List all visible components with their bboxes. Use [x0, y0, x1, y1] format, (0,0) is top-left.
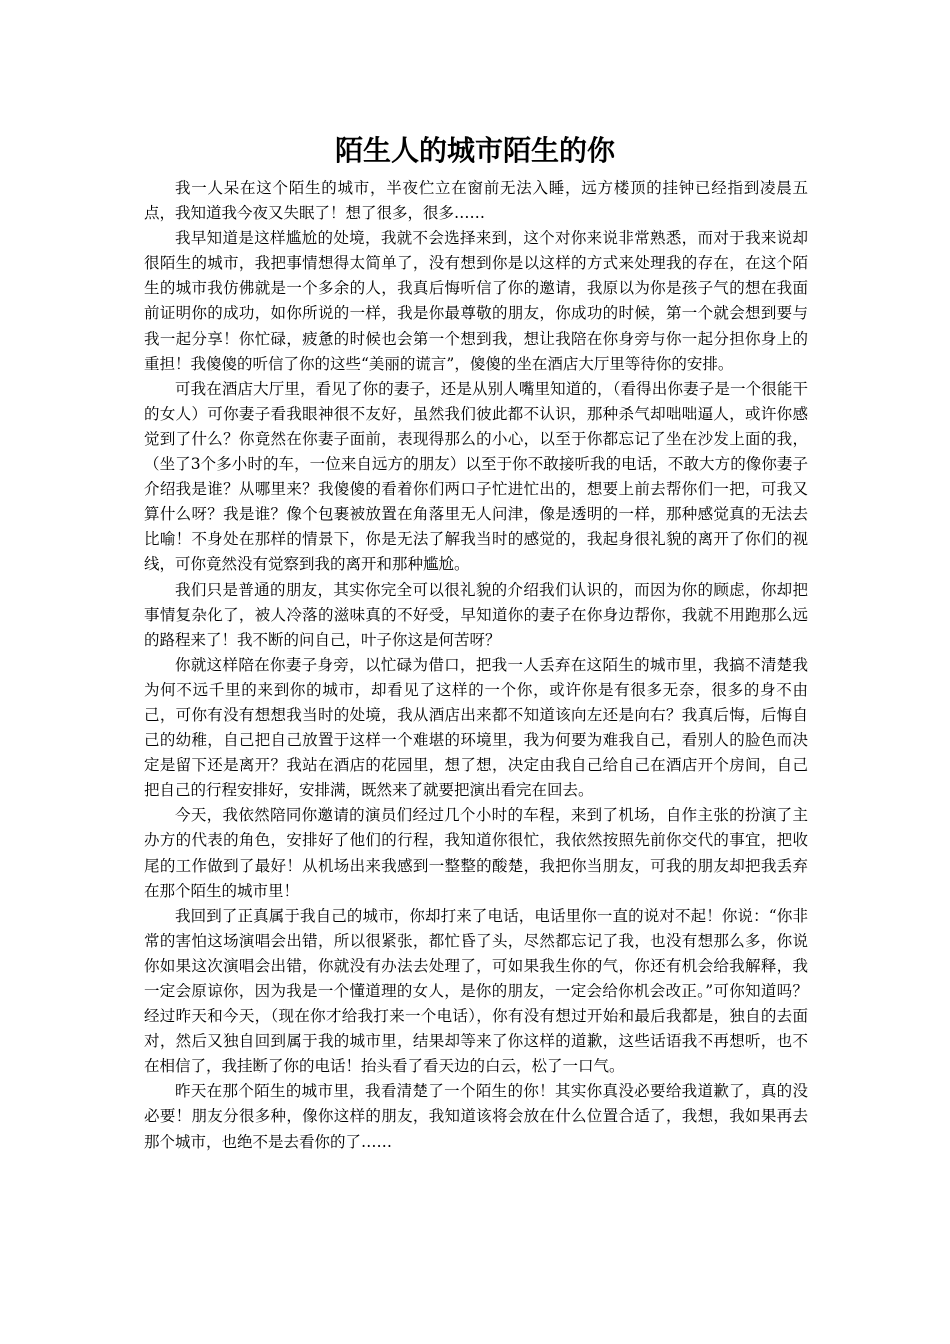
paragraph: 你就这样陪在你妻子身旁，以忙碌为借口，把我一人丢弃在这陌生的城市里，我搞不清楚我为何不远千里的来到你的城市，却看见了这样的一个你，或许你是有很多无奈，很多的身不由己，可你有没有想想我当时的处境，我从酒店出来都不知道该向左还是向右？我真后悔，后悔自己的幼稚，自己把自己放置于这样一个难堪的环境里，我为何要为难我自己，看别人的脸色而决定是留下还是离开？我站在酒店的花园里，想了想，决定由我自己给自己在酒店开个房间，自己把自己的行程安排好，安排满，既然来了就要把演出看完在回去。 [144, 655, 808, 800]
paragraph: 我们只是普通的朋友，其实你完全可以很礼貌的介绍我们认识的，而因为你的顾虑，你却把事情复杂化了，被人冷落的滋味真的不好受，早知道你的妻子在你身边帮你，我就不用跑那么远的路程来了！我不断的问自己，叶子你这是何苦呀？ [144, 580, 808, 649]
paragraph: 我一人呆在这个陌生的城市，半夜伫立在窗前无法入睡，远方楼顶的挂钟已经指到凌晨五点，我知道我今夜又失眠了！想了很多，很多…… [144, 179, 808, 223]
document-body [144, 176, 808, 1155]
paragraph: 昨天在那个陌生的城市里，我看清楚了一个陌生的你！其实你真没必要给我道歉了，真的没必要！朋友分很多种，像你这样的朋友，我知道该将会放在什么位置合适了，我想，我如果再去那个城市，也绝不是去看你的了…… [144, 1082, 808, 1151]
paragraph: 我回到了正真属于我自己的城市，你却打来了电话，电话里你一直的说对不起！你说：“你非常的害怕这场演唱会出错，所以很紧张，都忙昏了头，尽然都忘记了我，也没有想那么多，你说你如果这次演唱会出错，你就没有办法去处理了，可如果我生你的气，你还有机会给我解释，我一定会原谅你，因为我是一个懂道理的女人，是你的朋友，一定会给你机会改正。”可你知道吗？经过昨天和今天，（现在你才给我打来一个电话），你有没有想过开始和最后我都是，独自的去面对，然后又独自回到属于我的城市里，结果却等来了你这样的道歉，这些话语我不再想听，也不在相信了，我挂断了你的电话！抬头看了看天边的白云，松了一口气。 [144, 906, 808, 1076]
document-title: 陌生人的城市陌生的你 [334, 134, 615, 167]
paragraph: 我早知道是这样尴尬的处境，我就不会选择来到，这个对你来说非常熟悉，而对于我来说却很陌生的城市，我把事情想得太简单了，没有想到你是以这样的方式来处理我的存在，在这个陌生的城市我仿佛就是一个多余的人，我真后悔听信了你的邀请，我原以为你是孩子气的想在我面前证明你的成功，如你所说的一样，我是你最尊敬的朋友，你成功的时候，第一个就会想到要与我一起分享！你忙碌，疲惫的时候也会第一个想到我，想让我陪在你身旁与你一起分担你身上的重担！我傻傻的听信了你的这些“美丽的谎言”，傻傻的坐在酒店大厅里等待你的安排。 [144, 229, 808, 373]
paragraph: 可我在酒店大厅里，看见了你的妻子，还是从别人嘴里知道的，（看得出你妻子是一个很能干的女人）可你妻子看我眼神很不友好，虽然我们彼此都不认识，那种杀气却咄咄逼人，或许你感觉到了什么？你竟然在你妻子面前，表现得那么的小心，以至于你都忘记了坐在沙发上面的我，（坐了3个多小时的车，一位来自远方的朋友）以至于你不敢接听我的电话，不敢大方的像你妻子介绍我是谁？从哪里来？我傻傻的看着你们两口子忙进忙出的，想要上前去帮你们一把，可我又算什么呀？我是谁？像个包裹被放置在角落里无人问津，像是透明的一样，那种感觉真的无法去比喻！不身处在那样的情景下，你是无法了解我当时的感觉的，我起身很礼貌的离开了你们的视线，可你竟然没有觉察到我的离开和那种尴尬。 [144, 379, 808, 574]
paragraph: 今天，我依然陪同你邀请的演员们经过几个小时的车程，来到了机场，自作主张的扮演了主办方的代表的角色，安排好了他们的行程，我知道你很忙，我依然按照先前你交代的事宜，把收尾的工作做到了最好！从机场出来我感到一整整的酸楚，我把你当朋友，可我的朋友却把我丢弃在那个陌生的城市里！ [144, 806, 808, 900]
